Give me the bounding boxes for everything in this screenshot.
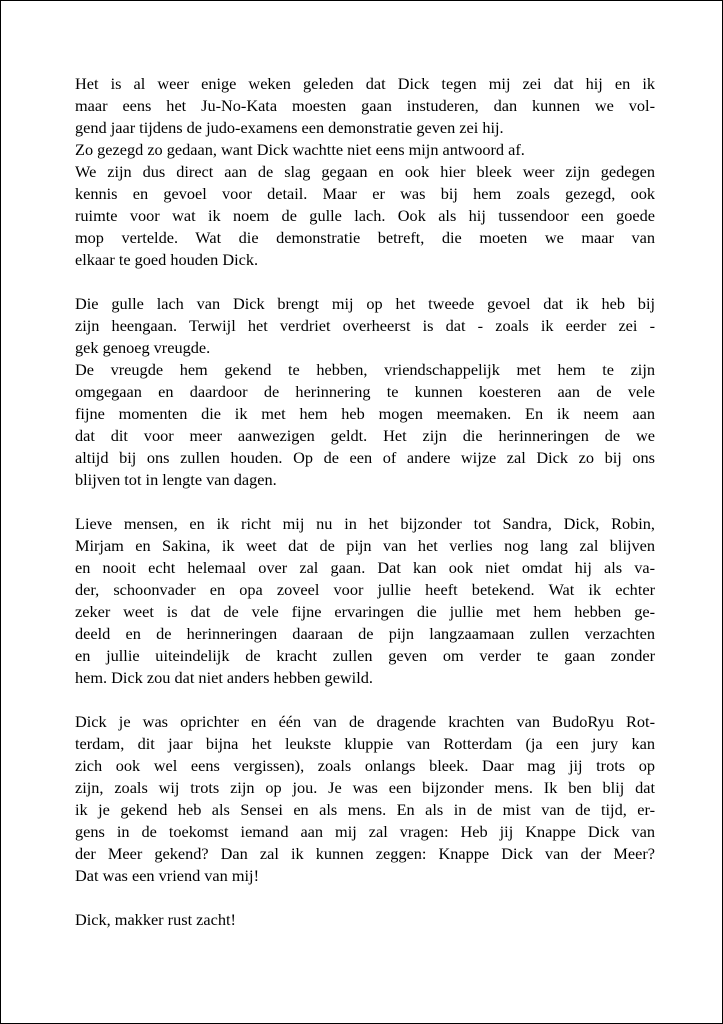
text-line: en nooit echt helemaal over zal gaan. Dat kan ook niet omdat hij als va- (75, 558, 655, 577)
text-line: Het is al weer enige weken geleden dat Dick tegen mij zei dat hij en ik (75, 74, 655, 93)
paragraph (75, 293, 655, 491)
text-line: deeld en de herinneringen daaraan de pijn langzaamaan zullen verzachten (75, 624, 655, 643)
paragraph-gap (75, 491, 655, 513)
text-line: gek genoeg vreugde. (75, 338, 211, 357)
text-line: Zo gezegd zo gedaan, want Dick wachtte niet eens mijn antwoord af. (75, 140, 525, 159)
paragraph-gap (75, 271, 655, 293)
text-line: der Meer gekend? Dan zal ik kunnen zeggen: Knappe Dick van der Meer? (75, 844, 655, 863)
text-line: terdam, dit jaar bijna het leukste kluppie van Rotterdam (ja een jury kan (75, 734, 655, 753)
text-line: De vreugde hem gekend te hebben, vriendschappelijk met hem te zijn (75, 360, 655, 379)
text-line: altijd bij ons zullen houden. Op de een of andere wijze zal Dick zo bij ons (75, 448, 655, 467)
text-line: Die gulle lach van Dick brengt mij op het tweede gevoel dat ik heb bij (75, 294, 655, 313)
text-line: Dick je was oprichter en één van de dragende krachten van BudoRyu Rot- (75, 712, 655, 731)
text-line: fijne momenten die ik met hem heb mogen meemaken. En ik neem aan (75, 404, 655, 423)
paragraph-gap (75, 689, 655, 711)
text-line: ruimte voor wat ik noem de gulle lach. Ook als hij tussendoor een goede (75, 206, 655, 225)
text-line: maar eens het Ju-No-Kata moesten gaan instuderen, dan kunnen we vol- (75, 96, 655, 115)
paragraph (75, 909, 655, 931)
text-line: Mirjam en Sakina, ik weet dat de pijn van het verlies nog lang zal blijven (75, 536, 655, 555)
text-line: zeker weet is dat de vele fijne ervaringen die jullie met hem hebben ge- (75, 602, 655, 621)
text-line: zijn, zoals wij trots zijn op jou. Je was een bijzonder mens. Ik ben blij dat (75, 778, 655, 797)
text-line: Dat was een vriend van mij! (75, 866, 260, 885)
text-line: Dick, makker rust zacht! (75, 910, 236, 929)
paragraph (75, 513, 655, 689)
text-line: ik je gekend heb als Sensei en als mens. En als in de mist van de tijd, er- (75, 800, 655, 819)
text-line: mop vertelde. Wat die demonstratie betreft, die moeten we maar van (75, 228, 655, 247)
text-line: zijn heengaan. Terwijl het verdriet overheerst is dat - zoals ik eerder zei - (75, 316, 655, 335)
paragraph-gap (75, 887, 655, 909)
text-line: der, schoonvader en opa zoveel voor jullie heeft betekend. Wat ik echter (75, 580, 655, 599)
text-line: gens in de toekomst iemand aan mij zal vragen: Heb jij Knappe Dick van (75, 822, 655, 841)
paragraph (75, 73, 655, 271)
text-line: We zijn dus direct aan de slag gegaan en ook hier bleek weer zijn gedegen (75, 162, 655, 181)
text-line: en jullie uiteindelijk de kracht zullen geven om verder te gaan zonder (75, 646, 655, 665)
document-body (75, 73, 655, 931)
text-line: blijven tot in lengte van dagen. (75, 470, 277, 489)
text-line: Lieve mensen, en ik richt mij nu in het bijzonder tot Sandra, Dick, Robin, (75, 514, 655, 533)
text-line: zich ook wel eens vergissen), zoals onlangs bleek. Daar mag jij trots op (75, 756, 655, 775)
text-line: gend jaar tijdens de judo-examens een demonstratie geven zei hij. (75, 118, 504, 137)
paragraph (75, 711, 655, 887)
text-line: hem. Dick zou dat niet anders hebben gewild. (75, 668, 373, 687)
text-line: elkaar te goed houden Dick. (75, 250, 259, 269)
text-line: kennis en gevoel voor detail. Maar er was bij hem zoals gezegd, ook (75, 184, 655, 203)
text-line: omgegaan en daardoor de herinnering te kunnen koesteren aan de vele (75, 382, 655, 401)
text-line: dat dit voor meer aanwezigen geldt. Het zijn die herinneringen de we (75, 426, 655, 445)
